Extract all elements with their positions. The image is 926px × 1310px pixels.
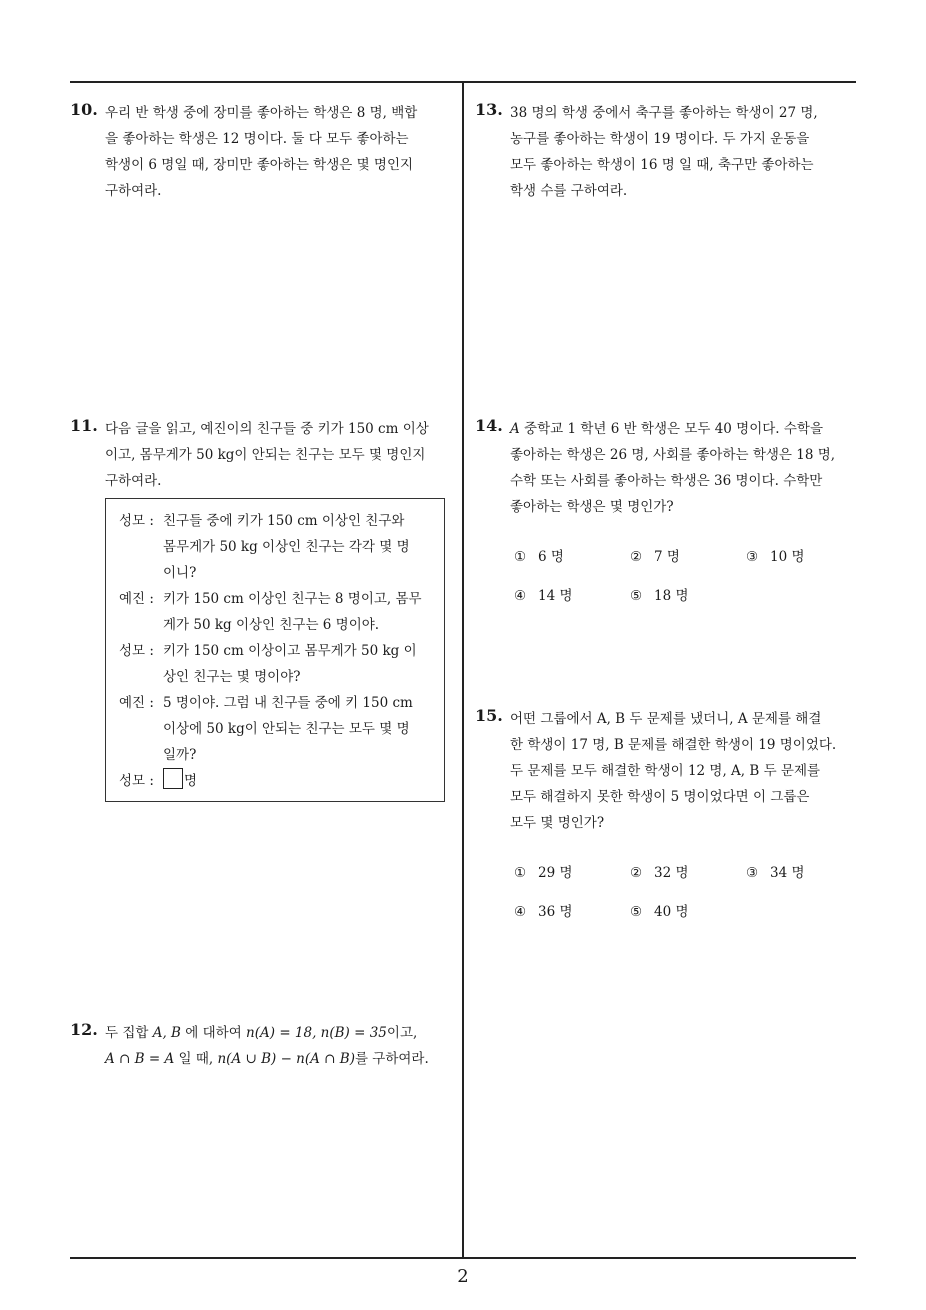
choices-15 <box>514 861 854 931</box>
bottom-rule <box>70 1257 856 1259</box>
text-line: 을 좋아하는 학생은 12 명이다. 둘 다 모두 좋아하는 <box>105 131 409 147</box>
text-line: 모두 해결하지 못한 학생이 5 명이었다면 이 그룹은 <box>510 789 810 805</box>
text-span: 중학교 1 학년 6 반 학생은 모두 40 명이다. 수학을 <box>519 421 824 437</box>
math-expression: A ∩ B = A <box>105 1051 175 1067</box>
speaker-label: 예진 : <box>119 695 154 711</box>
dialogue-text: 몸무게가 50 kg 이상인 친구는 각각 몇 명 <box>163 539 410 555</box>
speaker-label: 성모 : <box>119 513 154 529</box>
math-variable: A <box>510 421 520 437</box>
text-span: 를 구하여라. <box>354 1051 429 1067</box>
choice-2[interactable] <box>630 861 689 881</box>
choices-14 <box>514 545 854 615</box>
choice-2[interactable] <box>630 545 680 565</box>
problem-number: 11. <box>70 416 98 435</box>
choice-text: 32 명 <box>654 865 689 881</box>
text-span: 에 대하여 <box>185 1025 242 1041</box>
dialogue-text: 키가 150 cm 이상인 친구는 8 명이고, 몸무 <box>163 591 422 607</box>
text-line: 학생 수를 구하여라. <box>510 183 628 199</box>
text-span: 두 집합 <box>105 1025 149 1041</box>
dialogue-line <box>119 638 444 690</box>
answer-blank-box <box>163 768 183 789</box>
text-line: 수학 또는 사회를 좋아하는 학생은 36 명이다. 수학만 <box>510 473 823 489</box>
text-line: 학생이 6 명일 때, 장미만 좋아하는 학생은 몇 명인지 <box>105 157 414 173</box>
math-sets: A, B <box>152 1025 181 1041</box>
dialogue-text: 친구들 중에 키가 150 cm 이상인 친구와 <box>163 513 405 529</box>
text-line: 우리 반 학생 중에 장미를 좋아하는 학생은 8 명, 백합 <box>105 105 418 121</box>
text-line: 이고, 몸무게가 50 kg이 안되는 친구는 모두 몇 명인지 <box>105 447 426 463</box>
text-line: 구하여라. <box>105 473 162 489</box>
problem-text <box>105 416 457 494</box>
dialogue-box <box>105 498 445 802</box>
problem-text <box>510 100 862 204</box>
dialogue-line <box>119 586 444 638</box>
dialogue-text: 게가 50 kg 이상인 친구는 6 명이야. <box>163 617 380 633</box>
page-number: 2 <box>457 1266 469 1287</box>
dialogue-text: 키가 150 cm 이상이고 몸무게가 50 kg 이 <box>163 643 417 659</box>
choice-4[interactable] <box>514 900 573 920</box>
choice-text: 18 명 <box>654 588 689 604</box>
choice-mark: ③ <box>746 549 759 565</box>
choice-4[interactable] <box>514 584 573 604</box>
choice-mark: ④ <box>514 904 527 920</box>
choice-mark: ⑤ <box>630 588 643 604</box>
choice-mark: ④ <box>514 588 527 604</box>
choice-text: 34 명 <box>770 865 805 881</box>
math-expression: n(A) = 18, n(B) = 35 <box>246 1025 387 1041</box>
math-expression: n(A ∪ B) − n(A ∩ B) <box>217 1051 355 1067</box>
speaker-label: 성모 : <box>119 643 154 659</box>
text-line: 모두 좋아하는 학생이 16 명 일 때, 축구만 좋아하는 <box>510 157 814 173</box>
choice-mark: ② <box>630 865 643 881</box>
dialogue-line <box>119 768 444 794</box>
text-span: 일 때, <box>178 1051 214 1067</box>
text-line: 한 학생이 17 명, B 문제를 해결한 학생이 19 명이었다. <box>510 737 837 753</box>
text-line <box>510 416 862 442</box>
text-line: 38 명의 학생 중에서 축구를 좋아하는 학생이 27 명, <box>510 105 818 121</box>
text-line: 모두 몇 명인가? <box>510 815 605 831</box>
problem-text <box>510 706 862 836</box>
text-line: 농구를 좋아하는 학생이 19 명이다. 두 가지 운동을 <box>510 131 810 147</box>
text-line <box>105 1020 457 1046</box>
dialogue-text: 이니? <box>163 565 197 581</box>
speaker-label: 성모 : <box>119 773 154 789</box>
choice-text: 40 명 <box>654 904 689 920</box>
problem-number: 15. <box>475 706 503 725</box>
choice-5[interactable] <box>630 584 689 604</box>
problem-number: 13. <box>475 100 503 119</box>
choice-1[interactable] <box>514 545 564 565</box>
choice-1[interactable] <box>514 861 573 881</box>
choice-text: 7 명 <box>654 549 680 565</box>
choice-text: 29 명 <box>538 865 573 881</box>
problem-text <box>105 1020 457 1072</box>
choice-5[interactable] <box>630 900 689 920</box>
problem-number: 14. <box>475 416 503 435</box>
choice-mark: ⑤ <box>630 904 643 920</box>
choice-text: 36 명 <box>538 904 573 920</box>
choice-mark: ① <box>514 865 527 881</box>
text-line: 어떤 그룹에서 A, B 두 문제를 냈더니, A 문제를 해결 <box>510 711 822 727</box>
problem-number: 12. <box>70 1020 98 1039</box>
choice-text: 14 명 <box>538 588 573 604</box>
text-span: 이고, <box>386 1025 418 1041</box>
choice-mark: ② <box>630 549 643 565</box>
choice-mark: ① <box>514 549 527 565</box>
problem-text <box>105 100 457 204</box>
answer-suffix: 명 <box>184 773 198 789</box>
choice-text: 10 명 <box>770 549 805 565</box>
choice-text: 6 명 <box>538 549 564 565</box>
text-line: 두 문제를 모두 해결한 학생이 12 명, A, B 두 문제를 <box>510 763 821 779</box>
problem-number: 10. <box>70 100 98 119</box>
text-line: 구하여라. <box>105 183 162 199</box>
choice-mark: ③ <box>746 865 759 881</box>
dialogue-text: 이상에 50 kg이 안되는 친구는 모두 몇 명 <box>163 721 410 737</box>
choice-3[interactable] <box>746 861 805 881</box>
problem-text <box>510 416 862 520</box>
text-line <box>105 1046 457 1072</box>
dialogue-text: 일까? <box>163 747 197 763</box>
dialogue-line <box>119 690 444 768</box>
column-divider <box>462 82 464 1258</box>
text-line: 다음 글을 읽고, 예진이의 친구들 중 키가 150 cm 이상 <box>105 421 429 437</box>
speaker-label: 예진 : <box>119 591 154 607</box>
text-line: 좋아하는 학생은 26 명, 사회를 좋아하는 학생은 18 명, <box>510 447 836 463</box>
choice-3[interactable] <box>746 545 805 565</box>
dialogue-text: 5 명이야. 그럼 내 친구들 중에 키 150 cm <box>163 695 413 711</box>
dialogue-line <box>119 508 444 586</box>
text-line: 좋아하는 학생은 몇 명인가? <box>510 499 674 515</box>
dialogue-text: 상인 친구는 몇 명이야? <box>163 669 301 685</box>
